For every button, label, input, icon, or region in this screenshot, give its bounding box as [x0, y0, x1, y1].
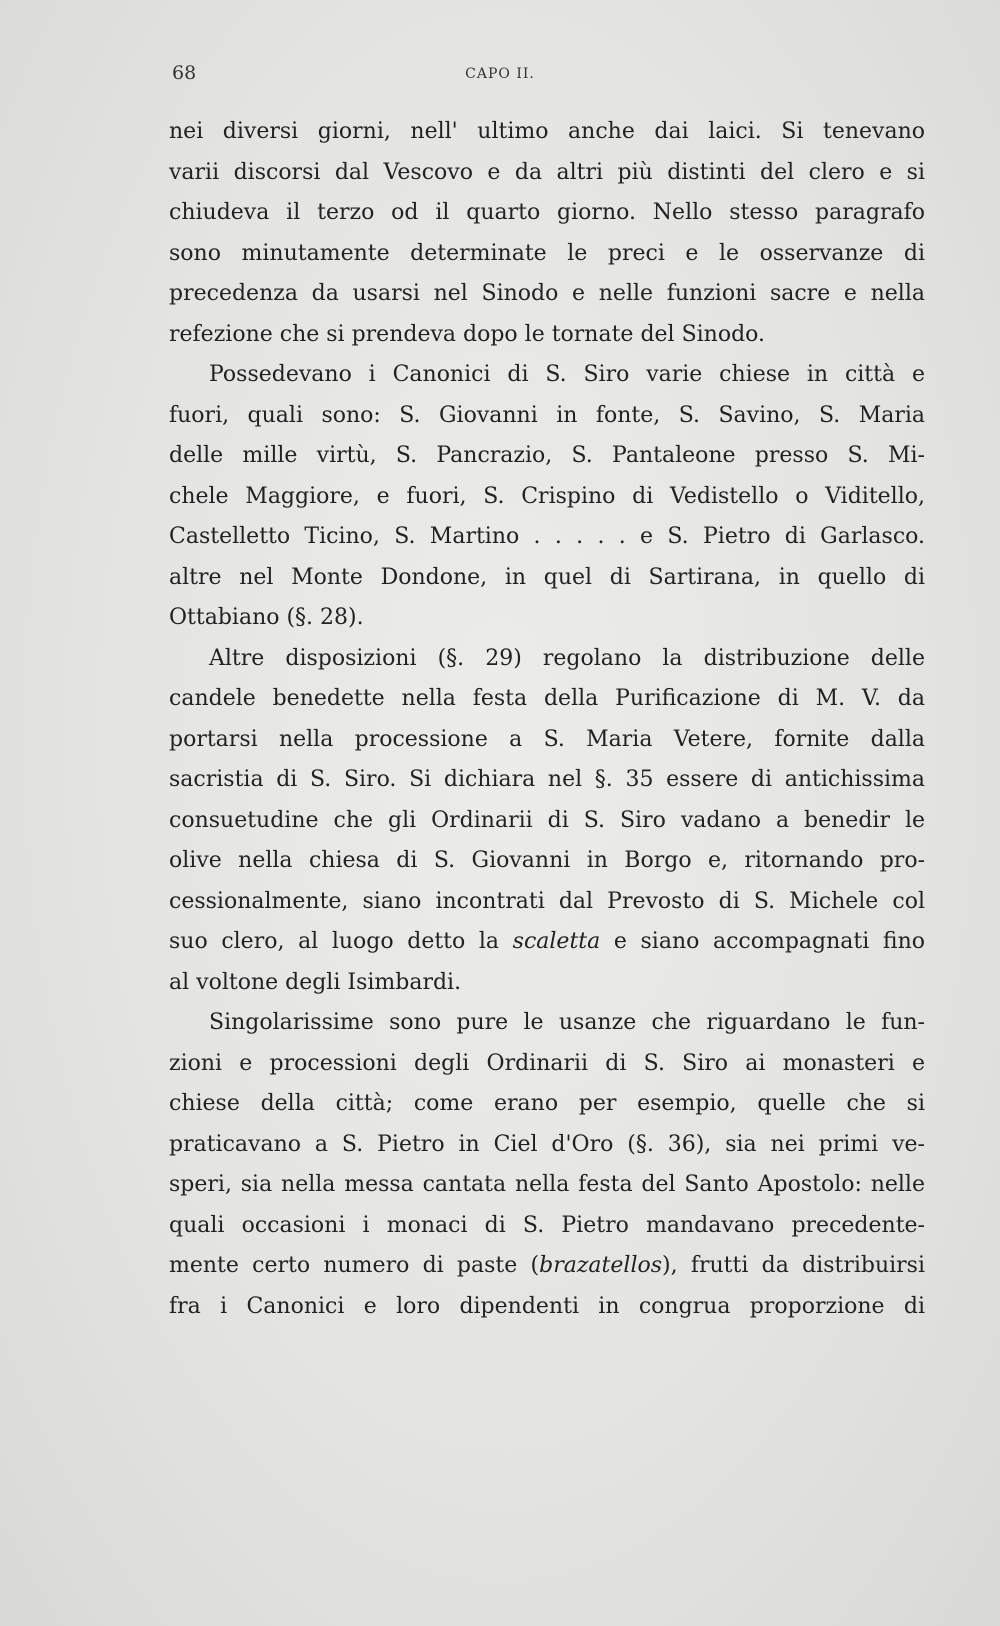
text-line: Castelletto Ticino, S. Martino . . . . . e S. Pietro di Garlasco. [169, 524, 925, 549]
text-line: fra i Canonici e loro dipendenti in congrua proporzione di [169, 1293, 925, 1319]
running-header: CAPO II. [465, 66, 535, 82]
text-line: consuetudine che gli Ordinarii di S. Siro vadano a benedir le [169, 807, 925, 833]
text-line: Altre disposizioni (§. 29) regolano la distribuzione delle [209, 645, 925, 671]
text-line: chele Maggiore, e fuori, S. Crispino di Vedistello o Viditello, [169, 483, 925, 509]
text-line: varii discorsi dal Vescovo e da altri più distinti del clero e si [169, 159, 925, 185]
text-line: chiudeva il terzo od il quarto giorno. Nello stesso paragrafo [169, 200, 925, 225]
text-line: cessionalmente, siano incontrati dal Prevosto di S. Michele col [169, 888, 925, 914]
text-line: fuori, quali sono: S. Giovanni in fonte, S. Savino, S. Maria [169, 402, 925, 428]
text-line: precedenza da usarsi nel Sinodo e nelle funzioni sacre e nella [169, 281, 925, 306]
text-segment: suo clero, al luogo detto la [169, 929, 513, 954]
text-line: zioni e processioni degli Ordinarii di S. Siro ai monasteri e [169, 1050, 925, 1076]
text-line: candele benedette nella festa della Purificazione di M. V. da [169, 686, 925, 711]
italic-term: brazatellos [539, 1253, 663, 1278]
text-line: praticavano a S. Pietro in Ciel d'Oro (§. 36), sia nei primi ve- [169, 1131, 925, 1157]
text-segment: mente certo numero di paste ( [169, 1253, 540, 1278]
text-line: refezione che si prendeva dopo le tornate del Sinodo. [169, 321, 766, 347]
text-segment: e siano accompagnati fino [600, 929, 925, 954]
text-line: al voltone degli Isimbardi. [169, 969, 462, 995]
text-line: quali occasioni i monaci di S. Pietro mandavano precedente- [169, 1212, 925, 1238]
italic-term: scaletta [512, 929, 601, 954]
text-line: sono minutamente determinate le preci e le osservanze di [169, 240, 925, 266]
text-line: altre nel Monte Dondone, in quel di Sartirana, in quello di [169, 564, 925, 590]
text-line: sacristia di S. Siro. Si dichiara nel §. 35 essere di antichissima [169, 767, 925, 792]
page-number: 68 [172, 62, 197, 84]
text-line [169, 922, 925, 963]
text-line: speri, sia nella messa cantata nella festa del Santo Apostolo: nelle [169, 1172, 925, 1197]
text-line: portarsi nella processione a S. Maria Vetere, fornite dalla [169, 726, 925, 752]
text-line: Singolarissime sono pure le usanze che riguardano le fun- [209, 1010, 925, 1035]
text-line [169, 1246, 925, 1287]
text-line: Ottabiano (§. 28). [169, 605, 364, 630]
text-line: Possedevano i Canonici di S. Siro varie chiese in città e [209, 362, 925, 387]
text-line: nei diversi giorni, nell' ultimo anche dai laici. Si tenevano [169, 119, 925, 144]
text-block [169, 112, 925, 1327]
text-line: olive nella chiesa di S. Giovanni in Borgo e, ritornando pro- [169, 848, 925, 873]
text-line: delle mille virtù, S. Pancrazio, S. Pantaleone presso S. Mi- [169, 443, 925, 468]
text-segment: ), frutti da distribuirsi [662, 1253, 925, 1278]
text-line: chiese della città; come erano per esempio, quelle che si [169, 1091, 925, 1116]
